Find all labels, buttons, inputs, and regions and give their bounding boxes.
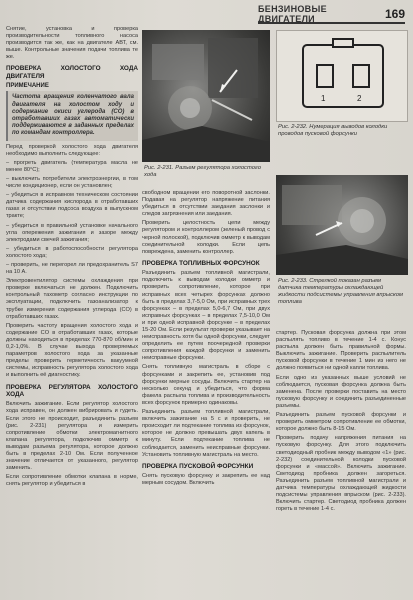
page-header [258, 6, 405, 24]
figure-caption: Рис. 2-231. Разъем регулятора холостого хода [144, 165, 261, 178]
engine-photo-art [276, 175, 408, 275]
section-heading: ПРОВЕРКА ХОЛОСТОГО ХОДА ДВИГАТЕЛЯ [6, 65, 138, 80]
connector-pin-diagram [276, 30, 408, 122]
paragraph: Электровентилятор системы охлаждения при проверке включаться не должен. Подключить контрольный тахометр согласно инструкции по эксплуатации, подключить газоанализатор к трубке измерения содержания углерода (CO) в отработавших газах. [6, 278, 138, 320]
paragraph: – прогреть двигатель (температура масла не менее 80°C); [6, 159, 138, 173]
section-heading: ПРОВЕРКА РЕГУЛЯТОРА ХОЛОСТОГО ХОДА [6, 383, 138, 398]
paragraph: Снятие, установка и проверка производительности топливного насоса производится так же, как на двигателе АВТ, см. выше. Контрольные значения подачи топлива те же. [6, 26, 138, 61]
column-right [276, 330, 406, 515]
paragraph: – убедиться в исправном техническом состоянии датчика содержания кислорода в отработавших газах и отсутствии подсоса воздуха в выпускном тракте; [6, 192, 138, 220]
paragraph: Разъединить разъем топливной магистрали, подключить к выводам колодки омметр и проверить сопротивление, которое при исправных всех четырех форсунках должно быть в пределах 3,7-5,0 Ом, при исправных трех форсунках – в пределах 5,0-6,7 Ом, при двух исправных форсунках – в пределах 7,5-10,0 Ом и при одной исправной форсунке – в пределах 15-20 Ом. Если результат проверки указывает на неисправность хотя бы одной форсунки, следует определить ее путем поочередной проверки сопротивления каждой форсунки и заменить неисправные форсунки. [142, 270, 270, 362]
engine-photo-art [142, 30, 270, 162]
paragraph: Проверить частоту вращения холостого хода и содержание CO в отработавших газах, которые должны находиться в пределах 770-870 об/мин и 0,2-1,0%. В случае выхода проверяемых параметров холостого хода за указанные пределы проверить герметичность вакуумной системы, исправность регулятора холостого хода и выполнить её диагностику. [6, 322, 138, 379]
note-title: ПРИМЕЧАНИЕ [6, 83, 49, 90]
figure-caption: Рис. 2-233. Стрелкой показан разъем датчика температуры охлаждающей жидкости подсистемы управления впрыском топлива [278, 278, 403, 305]
note-box: Частота вращения коленчатого вала двигателя на холостом ходу и содержание окиси углерода (CO) в отработавших газах автоматически поддерживаются в заданных пределах по командам контроллера. [6, 91, 138, 140]
paragraph: Проверить целостность цепи между регулятором и контроллером (зеленый провод с черной полоской), подключив омметр к выводам соединительной колодки. Если цепь повреждена, заменить контроллер. [142, 220, 270, 255]
section-heading: ПРОВЕРКА ПУСКОВОЙ ФОРСУНКИ [142, 462, 254, 470]
paragraph: Снять пусковую форсунку и закрепить ее над мерным сосудом. Включить [142, 473, 270, 487]
connector-drawing [277, 31, 409, 123]
paragraph: Разъединить разъем топливной магистрали, включить зажигание на 5 с и проверить, не происходит ли подтекание топлива из форсунок, которое не должно превышать двух капель в минуту. Если подтекание топлива не соблюдается, заменить неисправные форсунки. Установить топливную магистраль на место. [142, 409, 270, 458]
paragraph: Перед проверкой холостого хода двигателя необходимо выполнить следующее: [6, 143, 138, 157]
pin-1-label: 1 [321, 94, 326, 103]
photo-coolant-sensor-connector [276, 175, 408, 275]
pin-2-label: 2 [357, 94, 362, 103]
paragraph: Если одно из указанных выше условий не соблюдается, пусковая форсунка должна быть заменена. После проверки поставить на место пусковую форсунку и соединить разъединенные разъемы. [276, 374, 406, 409]
paragraph: – выключить потребители электроэнергии, в том числе кондиционер, если он установлен; [6, 175, 138, 190]
paragraph: Снять топливную магистраль в сборе с форсунками и закрепить ее, установив под форсунки мерные сосуды. Включить стартер на несколько секунд и убедиться, что форма факела распыла топлива и производительность всех форсунок примерно одинаковы. [142, 364, 270, 406]
paragraph: – убедиться в правильной установке начального угла опережения зажигания и зазоре между электродами свечей зажигания; [6, 222, 138, 243]
column-middle [142, 190, 270, 489]
paragraph: – убедиться в работоспособности регулятора холостого хода; [6, 245, 138, 259]
paragraph: стартер. Пусковая форсунка должна при этом распылять топливо в течение 1-4 с. Конус распыла должен быть правильной формы. Выключить зажигание. Проверить распылитель пусковой форсунки в течение 1 мин из него не должно появиться ни одной капли топлива. [276, 330, 406, 372]
paragraph: Разъединить разъем пусковой форсунки и проверить омметром сопротивление ее обмотки, которое должно быть 8-15 Ом. [276, 412, 406, 433]
paragraph: Если сопротивление обмотки клапана в норме, снять регулятор и убедиться в [6, 474, 138, 488]
paragraph: свободном вращении его поворотной заслонки. Подавая на регулятор напряжение питания убедиться в отсутствии заедания заслонки и следов загрязнения или заедания. [142, 190, 270, 218]
paragraph: Включить зажигание. Если регулятор холостого хода исправен, он должен вибрировать и гудеть. Если этого не происходит, разъединить разъем (рис. 2-231) регулятора и измерить сопротивление обмотки электромагнитного клапана регулятора, подключив омметр к выводам разъема регулятора, которое должно быть в пределах 2-10 Ом. Если полученное значение отличается от указанного, регулятор заменить. [6, 401, 138, 472]
column-left [6, 26, 138, 490]
page-number: 169 [384, 7, 405, 21]
paragraph: Проверить подачу напряжения питания на пусковую форсунку. Для этого подключить светодиодный пробник между выводом «1» (рис. 2-232) соединительной колодки пусковой форсунки и «массой». Включить зажигание. Светодиод пробника должен загореться. Разъединить разъем топливной магистрали и датчика температуры охлаждающей жидкости подсистемы управления впрыском (рис. 2-233). Включить стартер. Светодиод пробника должен гореть в течение 1-4 с. [276, 435, 406, 513]
figure-caption: Рис. 2-232. Нумерация выводов колодки проводов пусковой форсунки [278, 124, 388, 137]
photo-idle-regulator-connector [142, 30, 270, 162]
section-title: БЕНЗИНОВЫЕ ДВИГАТЕЛИ [258, 4, 327, 24]
section-heading: ПРОВЕРКА ТОПЛИВНЫХ ФОРСУНОК [142, 259, 260, 267]
paragraph: – проверить, не перегорел ли предохранитель S7 на 10 A. [6, 262, 138, 276]
